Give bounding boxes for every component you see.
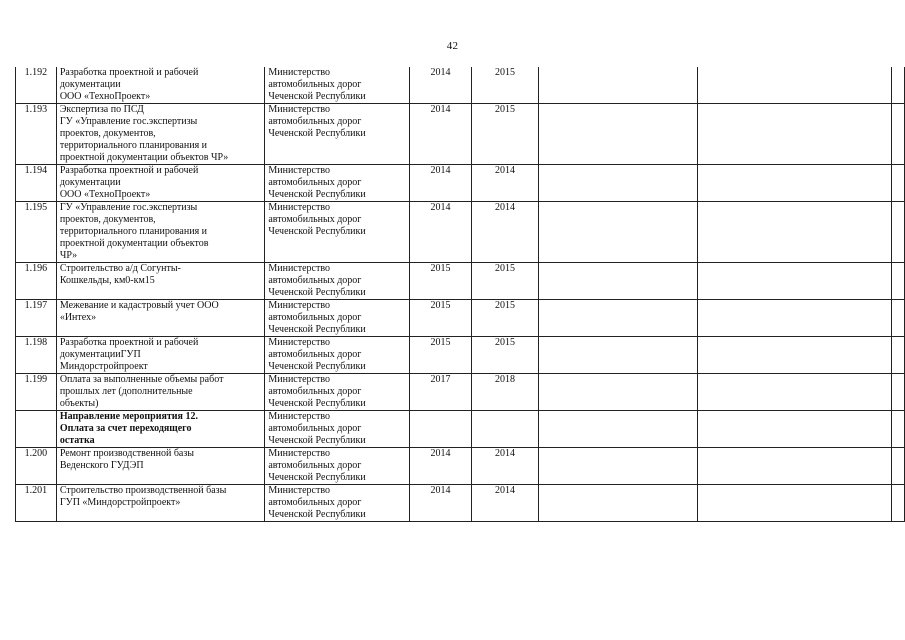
name-line: Строительство производственной базы — [59, 485, 227, 496]
activity-name — [56, 374, 265, 411]
start-year: 2017 — [409, 374, 472, 411]
executor-line: Чеченской Республики — [268, 361, 366, 372]
indicator-link — [697, 263, 891, 300]
indicator-link — [697, 448, 891, 485]
name-line: ГУ «Управление гос.экспертизы — [59, 202, 198, 213]
item-number: 1.198 — [16, 337, 57, 374]
table-row — [16, 448, 905, 485]
right-margin-cell — [892, 448, 905, 485]
activity-name — [56, 448, 265, 485]
executor-line: автомобильных дорог — [268, 460, 362, 471]
end-year — [472, 411, 538, 448]
name-line: прошлых лет (дополнительные — [59, 386, 193, 397]
right-margin-cell — [892, 374, 905, 411]
indicator-link — [697, 374, 891, 411]
name-line: ЧР» — [59, 250, 78, 261]
end-year: 2014 — [472, 165, 538, 202]
executor — [265, 411, 409, 448]
item-number: 1.194 — [16, 165, 57, 202]
indicator-link — [697, 202, 891, 263]
executor-line: Министерство — [268, 337, 331, 348]
executor — [265, 202, 409, 263]
right-margin-cell — [892, 485, 905, 522]
name-line: проектов, документов, — [59, 128, 156, 139]
executor-line: Министерство — [268, 104, 331, 115]
end-year: 2015 — [472, 337, 538, 374]
start-year: 2014 — [409, 165, 472, 202]
executor — [265, 337, 409, 374]
right-margin-cell — [892, 202, 905, 263]
executor — [265, 485, 409, 522]
table-row — [16, 104, 905, 165]
executor — [265, 165, 409, 202]
right-margin-cell — [892, 67, 905, 104]
executor-line: автомобильных дорог — [268, 312, 362, 323]
executor-line: Министерство — [268, 411, 331, 422]
item-number: 1.199 — [16, 374, 57, 411]
end-year: 2018 — [472, 374, 538, 411]
end-year: 2015 — [472, 263, 538, 300]
name-line: Кошкельды, км0-км15 — [59, 275, 155, 286]
name-line: Межевание и кадастровый учет ООО — [59, 300, 219, 311]
activity-name — [56, 67, 265, 104]
activity-name — [56, 337, 265, 374]
expected-result — [538, 337, 697, 374]
name-line: территориального планирования и — [59, 226, 208, 237]
item-number: 1.200 — [16, 448, 57, 485]
end-year: 2014 — [472, 448, 538, 485]
end-year: 2015 — [472, 300, 538, 337]
executor-line: Чеченской Республики — [268, 189, 366, 200]
program-activities-table — [15, 67, 905, 522]
item-number: 1.197 — [16, 300, 57, 337]
item-number: 1.195 — [16, 202, 57, 263]
expected-result — [538, 67, 697, 104]
right-margin-cell — [892, 165, 905, 202]
name-line: Экспертиза по ПСД — [59, 104, 144, 115]
indicator-link — [697, 337, 891, 374]
right-margin-cell — [892, 300, 905, 337]
table-row — [16, 202, 905, 263]
executor-line: Чеченской Республики — [268, 128, 366, 139]
executor-line: автомобильных дорог — [268, 349, 362, 360]
item-number: 1.196 — [16, 263, 57, 300]
expected-result — [538, 374, 697, 411]
table-row — [16, 67, 905, 104]
start-year — [409, 411, 472, 448]
start-year: 2014 — [409, 67, 472, 104]
name-line: территориального планирования и — [59, 140, 208, 151]
start-year: 2015 — [409, 300, 472, 337]
executor-line: Чеченской Республики — [268, 287, 366, 298]
executor-line: Министерство — [268, 263, 331, 274]
name-line: Оплата за счет переходящего — [59, 423, 192, 434]
name-line: документацииГУП — [59, 349, 141, 360]
executor-line: Чеченской Республики — [268, 398, 366, 409]
item-number: 1.192 — [16, 67, 57, 104]
start-year: 2015 — [409, 337, 472, 374]
activity-name — [56, 263, 265, 300]
indicator-link — [697, 165, 891, 202]
table-row — [16, 300, 905, 337]
name-line: «Интех» — [59, 312, 97, 323]
executor-line: автомобильных дорог — [268, 497, 362, 508]
item-number: 1.201 — [16, 485, 57, 522]
right-margin-cell — [892, 263, 905, 300]
executor-line: Министерство — [268, 485, 331, 496]
executor-line: Чеченской Республики — [268, 435, 366, 446]
indicator-link — [697, 104, 891, 165]
activity-name — [56, 411, 265, 448]
start-year: 2015 — [409, 263, 472, 300]
executor-line: Министерство — [268, 300, 331, 311]
start-year: 2014 — [409, 104, 472, 165]
end-year: 2014 — [472, 485, 538, 522]
expected-result — [538, 300, 697, 337]
executor-line: автомобильных дорог — [268, 275, 362, 286]
table-row — [16, 374, 905, 411]
expected-result — [538, 485, 697, 522]
item-number: 1.193 — [16, 104, 57, 165]
executor-line: автомобильных дорог — [268, 386, 362, 397]
expected-result — [538, 411, 697, 448]
start-year: 2014 — [409, 485, 472, 522]
executor-line: автомобильных дорог — [268, 116, 362, 127]
executor — [265, 448, 409, 485]
name-line: проектной документации объектов ЧР» — [59, 152, 229, 163]
executor-line: автомобильных дорог — [268, 79, 362, 90]
expected-result — [538, 263, 697, 300]
name-line: документации — [59, 177, 121, 188]
name-line: документации — [59, 79, 121, 90]
end-year: 2014 — [472, 202, 538, 263]
table-row — [16, 337, 905, 374]
activity-name — [56, 300, 265, 337]
right-margin-cell — [892, 411, 905, 448]
end-year: 2015 — [472, 104, 538, 165]
executor-line: Министерство — [268, 67, 331, 78]
name-line: Направление мероприятия 12. — [59, 411, 198, 422]
executor-line: Чеченской Республики — [268, 324, 366, 335]
start-year: 2014 — [409, 448, 472, 485]
executor-line: Министерство — [268, 202, 331, 213]
name-line: ГУ «Управление гос.экспертизы — [59, 116, 198, 127]
executor-line: Чеченской Республики — [268, 91, 366, 102]
name-line: ООО «ТехноПроект» — [59, 91, 151, 102]
executor — [265, 67, 409, 104]
executor-line: Министерство — [268, 165, 331, 176]
name-line: Миндорстройпроект — [59, 361, 148, 372]
name-line: Веденского ГУДЭП — [59, 460, 144, 471]
table-row — [16, 165, 905, 202]
executor-line: автомобильных дорог — [268, 214, 362, 225]
name-line: ГУП «Миндорстройпроект» — [59, 497, 181, 508]
right-margin-cell — [892, 337, 905, 374]
name-line: ООО «ТехноПроект» — [59, 189, 151, 200]
indicator-link — [697, 411, 891, 448]
indicator-link — [697, 485, 891, 522]
activity-name — [56, 165, 265, 202]
name-line: Разработка проектной и рабочей — [59, 165, 199, 176]
activity-name — [56, 202, 265, 263]
activity-name — [56, 104, 265, 165]
executor-line: Министерство — [268, 448, 331, 459]
executor — [265, 263, 409, 300]
executor-line: автомобильных дорог — [268, 423, 362, 434]
indicator-link — [697, 67, 891, 104]
name-line: проектной документации объектов — [59, 238, 209, 249]
start-year: 2014 — [409, 202, 472, 263]
end-year: 2015 — [472, 67, 538, 104]
table-body — [16, 67, 905, 522]
name-line: Ремонт производственной базы — [59, 448, 195, 459]
name-line: проектов, документов, — [59, 214, 156, 225]
executor — [265, 300, 409, 337]
name-line: объекты) — [59, 398, 99, 409]
executor — [265, 104, 409, 165]
name-line: остатка — [59, 435, 95, 446]
executor — [265, 374, 409, 411]
item-number — [16, 411, 57, 448]
executor-line: Чеченской Республики — [268, 226, 366, 237]
indicator-link — [697, 300, 891, 337]
right-margin-cell — [892, 104, 905, 165]
name-line: Разработка проектной и рабочей — [59, 67, 199, 78]
executor-line: автомобильных дорог — [268, 177, 362, 188]
expected-result — [538, 165, 697, 202]
table-row — [16, 263, 905, 300]
expected-result — [538, 202, 697, 263]
activity-name — [56, 485, 265, 522]
page-number: 42 — [446, 40, 459, 52]
table-row — [16, 411, 905, 448]
expected-result — [538, 104, 697, 165]
executor-line: Министерство — [268, 374, 331, 385]
executor-line: Чеченской Республики — [268, 472, 366, 483]
name-line: Оплата за выполненные объемы работ — [59, 374, 224, 385]
name-line: Строительство а/д Согунты- — [59, 263, 181, 274]
table-row — [16, 485, 905, 522]
expected-result — [538, 448, 697, 485]
executor-line: Чеченской Республики — [268, 509, 366, 520]
name-line: Разработка проектной и рабочей — [59, 337, 199, 348]
